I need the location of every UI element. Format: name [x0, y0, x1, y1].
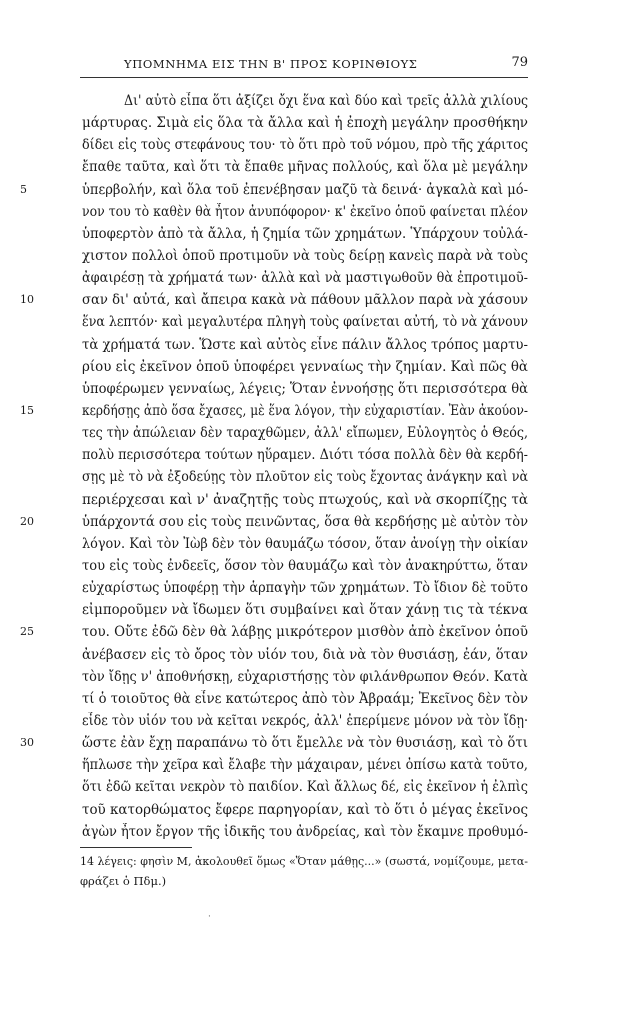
line-text: τί ὁ τοιοῦτος θὰ εἶνε κατώτερος ἀπὸ τὸν Ἀβραάμ; Ἐκεῖνος δὲν τὸν: [82, 690, 528, 707]
line-text: εἶδε τὸν υἱόν του νὰ κεῖται νεκρός, ἀλλ' ἐπερίμενε μόνον νὰ τὸν ἴδῃ·: [82, 712, 529, 729]
line-text: Δι' αὐτὸ εἶπα ὅτι ἀξίζει ὄχι ἕνα καὶ δύο καὶ τρεῖς ἀλλὰ χιλίους: [124, 93, 528, 109]
line-text: νον του τὸ καθὲν θὰ ἦτον ἀνυπόφορον· κ' ἐκεῖνο ὁποῦ φαίνεται πλέον: [82, 203, 529, 220]
text-line: [82, 422, 528, 444]
text-line: [82, 599, 528, 621]
text-line: [82, 799, 528, 821]
line-text: σῃς μὲ τὸ νὰ ἐξοδεύῃς τὸν πλοῦτον εἰς τοὺς ἔχοντας ἀνάγκην καὶ νὰ: [82, 469, 529, 486]
text-line: [82, 688, 528, 710]
text-line: [82, 267, 528, 289]
text-line: [20, 511, 529, 533]
text-line: [82, 311, 528, 333]
running-header: [80, 55, 528, 77]
line-text: ὥστε ἐὰν ἔχῃ παραπάνω τὸ ὅτι ἔμελλε νὰ τὸν θυσιάσῃ, καὶ τὸ ὅτι: [82, 735, 528, 752]
line-text: ἀνέβασεν εἰς τὸ ὄρος τὸν υἱόν του, διὰ νὰ τὸν θυσιάσῃ, ἐάν, ὅταν: [82, 646, 529, 663]
line-text: ὑποφέρωμεν γενναίως, λέγεις; Ὅταν ἐννοήσῃς ὅτι περισσότερα θὰ: [82, 380, 529, 397]
text-line: [82, 466, 528, 488]
line-text: του εἰς τοὺς ἐνδεεῖς, ὅσον τὸν θαυμάζω καὶ τὸν ἀνακηρύττω, ὅταν: [82, 557, 528, 574]
text-line: [82, 776, 528, 798]
line-number: 30: [20, 736, 34, 750]
text-line: [82, 821, 528, 843]
line-text: ἀγὼν ἦτον ἔργον τῆς ἰδικῆς του ἀνδρείας, καὶ τὸν ἔκαμνε προθυμό-: [82, 823, 529, 840]
line-text: τὰ χρήματά των. Ὥστε καὶ αὐτὸς εἶνε πάλιν ἄλλος τρόπος μαρτυ-: [82, 336, 529, 353]
text-line: [82, 378, 528, 400]
text-line: [82, 710, 528, 732]
stray-mark: ·: [208, 912, 211, 922]
text-line: [82, 245, 528, 267]
line-text: ἀφαιρέσῃ τὰ χρήματά των· ἀλλὰ καὶ νὰ μαστιγωθοῦν θὰ ἐπροτιμοῦ-: [82, 270, 529, 287]
page-number: 79: [511, 55, 528, 70]
text-line: [82, 112, 528, 134]
line-number: 20: [20, 514, 34, 528]
line-text: τὸν ἴδῃς ν' ἀποθνήσκῃ, εὐχαριστήσῃς τὸν φιλάνθρωπον Θεόν. Κατὰ: [82, 668, 529, 685]
line-text: περιέρχεσαι καὶ ν' ἀναζητῇς τοὺς πτωχούς, καὶ νὰ σκορπίζῃς τὰ: [82, 491, 529, 508]
line-text: εἰμποροῦμεν νὰ ἴδωμεν ὅτι συμβαίνει καὶ ὅταν χάνῃ τις τὰ τέκνα: [82, 602, 528, 619]
text-line: [82, 444, 528, 466]
footnote: [80, 851, 528, 891]
text-line: [82, 90, 528, 112]
text-line: [20, 400, 528, 422]
text-line: [82, 754, 528, 776]
line-text: κερδήσῃς ἀπὸ ὅσα ἔχασες, μὲ ἕνα λόγον, τὴν εὐχαριστίαν. Ἐὰν ἀκούον-: [82, 402, 528, 419]
line-text: ἥπλωσε τὴν χεῖρα καὶ ἔλαβε τὴν μάχαιραν, μένει ὀπίσω κατὰ τοῦτο,: [82, 757, 528, 774]
line-text: τοῦ κατορθώματος ἔφερε παρηγορίαν, καὶ τὸ ὅτι ὁ μέγας ἐκεῖνος: [82, 801, 528, 818]
line-text: του. Οὔτε ἐδῶ δὲν θὰ λάβῃς μικρότερον μισθὸν ἀπὸ ἐκεῖνον ὁποῦ: [82, 624, 529, 641]
line-number: 5: [20, 182, 27, 196]
text-line: [82, 223, 528, 245]
line-text: ὅτι ἐδῶ κεῖται νεκρὸν τὸ παιδίον. Καὶ ἄλλως δέ, εἰς ἐκεῖνον ἡ ἐλπὶς: [82, 779, 528, 796]
line-number: 15: [20, 403, 34, 417]
line-text: ἔπαθε ταῦτα, καὶ ὅτι τὰ ἔπαθε μῆνας πολλούς, καὶ ὅλα μὲ μεγάλην: [82, 159, 528, 176]
footnote-line: φράζει ὁ Πδμ.): [80, 874, 167, 888]
text-line: [82, 533, 528, 555]
text-line: [82, 644, 528, 666]
line-text: ὑπάρχοντά σου εἰς τοὺς πεινῶντας, ὅσα θὰ κερδήσῃς μὲ αὐτὸν τὸν: [82, 513, 529, 530]
line-text: εὐχαρίστως ὑποφέρῃ τὴν ἁρπαγὴν τῶν χρημάτων. Τὸ ἴδιον δὲ τοῦτο: [82, 580, 529, 597]
text-line: [82, 201, 528, 223]
text-line: [20, 289, 528, 311]
line-text: πολὺ περισσότερα τούτων ηὕραμεν. Διότι τόσα πολλὰ δὲν θὰ κερδή-: [82, 447, 529, 464]
text-line: [82, 134, 528, 156]
line-text: ὑπερβολήν, καὶ ὅλα τοῦ ἐπενέβησαν μαζῦ τὰ δεινά· ἀγκαλὰ καὶ μό-: [82, 181, 529, 198]
text-line: [82, 334, 528, 356]
main-text: [20, 90, 529, 843]
line-number: 25: [20, 625, 34, 639]
text-line: [20, 621, 529, 643]
header-rule: [80, 77, 528, 78]
footnote-line: 14 λέγεις: φησὶν Μ, ἀκολουθεῖ ὅμως «Ὅταν μάθῃς...» (σωστά, νομίζουμε, μετα-: [80, 854, 529, 868]
line-text: τες τὴν ἀπώλειαν δὲν ταραχθῶμεν, ἀλλ' εἴπωμεν, Εὐλογητὸς ὁ Θεός,: [82, 425, 529, 442]
line-text: δίδει εἰς τοὺς στεφάνους του· τὸ ὅτι πρὸ τοῦ νόμου, πρὸ τῆς χάριτος: [82, 137, 529, 154]
text-line: [82, 666, 528, 688]
text-line: [82, 356, 528, 378]
footnote-rule: [80, 847, 192, 848]
text-line: [82, 577, 528, 599]
line-text: μάρτυρας. Σιμὰ εἰς ὅλα τὰ ἄλλα καὶ ἡ ἐποχὴ μεγάλην προσθήκην: [82, 115, 528, 132]
text-line: [20, 179, 529, 201]
line-text: λόγον. Καὶ τὸν Ἰὼβ δὲν τὸν θαυμάζω τόσον, ὅταν ἀνοίγῃ τὴν οἰκίαν: [82, 535, 529, 552]
line-text: σαν δι' αὐτά, καὶ ἄπειρα κακὰ νὰ πάθουν μᾶλλον παρὰ νὰ χάσουν: [82, 292, 528, 309]
line-number: 10: [20, 293, 34, 307]
line-text: ἕνα λεπτόν· καὶ μεγαλυτέρα πληγὴ τοὺς φαίνεται αὐτή, τὸ νὰ χάνουν: [82, 314, 529, 331]
line-text: χιστον πολλοὶ ὁποῦ προτιμοῦν νὰ τοὺς δείρῃ κανεὶς παρὰ νὰ τοὺς: [82, 247, 528, 264]
line-text: ὑποφερτὸν ἀπὸ τὰ ἄλλα, ἡ ζημία τῶν χρημάτων. Ὑπάρχουν τοὐλά-: [82, 225, 528, 242]
line-text: ρίου εἰς ἐκεῖνον ὁποῦ ὑποφέρει γενναίως τὴν ζημίαν. Καὶ πῶς θὰ: [82, 358, 528, 375]
text-line: [82, 489, 528, 511]
text-line: [82, 555, 528, 577]
running-title: ΥΠΟΜΝΗΜΑ ΕΙΣ ΤΗΝ Β' ΠΡΟΣ ΚΟΡΙΝΘΙΟΥΣ: [124, 57, 418, 71]
text-line: [82, 156, 528, 178]
text-line: [20, 732, 528, 754]
